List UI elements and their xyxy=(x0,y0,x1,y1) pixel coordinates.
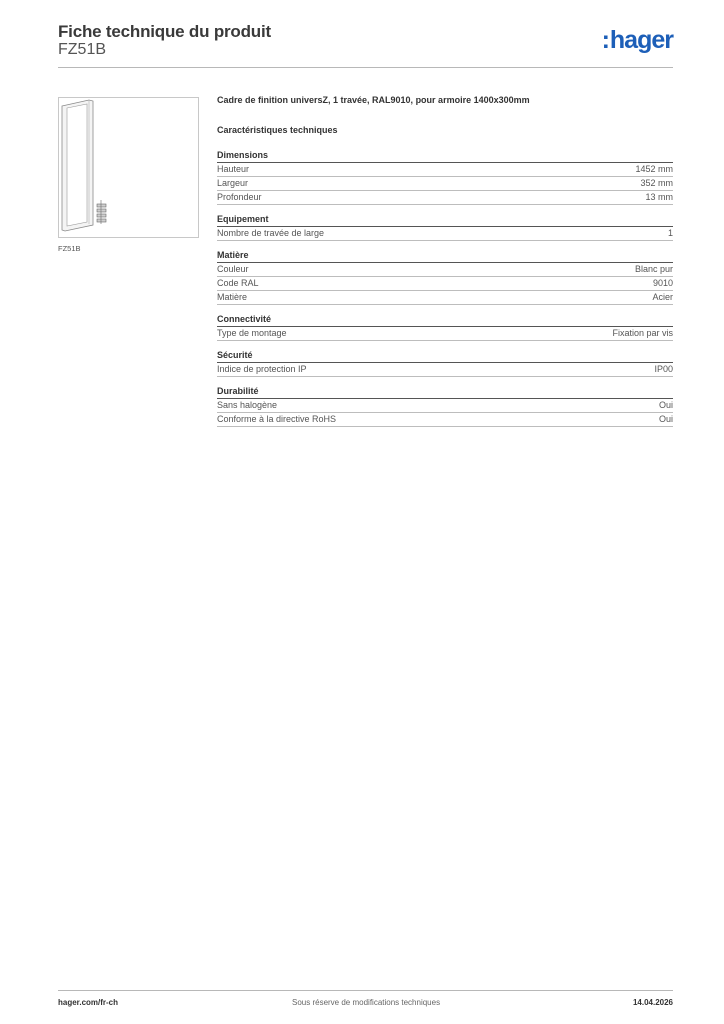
spec-row xyxy=(217,363,673,377)
spec-value: Oui xyxy=(658,414,673,424)
spec-label: Indice de protection IP xyxy=(217,364,307,374)
spec-label: Code RAL xyxy=(217,278,259,288)
group-durabilite xyxy=(217,385,673,427)
spec-value: 9010 xyxy=(652,278,673,288)
spec-row xyxy=(217,291,673,305)
group-dimensions xyxy=(217,149,673,205)
spec-value: 1 xyxy=(667,228,673,238)
group-title: Dimensions xyxy=(217,149,673,163)
group-title: Matière xyxy=(217,249,673,263)
footer-disclaimer: Sous réserve de modifications techniques xyxy=(292,998,441,1007)
spec-label: Matière xyxy=(217,292,248,302)
page-header xyxy=(58,20,673,68)
spec-row xyxy=(217,413,673,427)
spec-label: Largeur xyxy=(217,178,249,188)
spec-row xyxy=(217,163,673,177)
spec-row xyxy=(217,263,673,277)
spec-label: Couleur xyxy=(217,264,249,274)
spec-label: Profondeur xyxy=(217,192,262,202)
footer-website-link[interactable]: hager.com/fr-ch xyxy=(58,998,119,1007)
spec-label: Sans halogène xyxy=(217,400,278,410)
spec-label: Hauteur xyxy=(217,164,250,174)
finishing-frame-illustration xyxy=(59,98,198,237)
spec-value: 352 mm xyxy=(640,178,673,188)
header-divider xyxy=(58,67,673,68)
footer-date: 14.04.2026 xyxy=(632,998,673,1007)
spec-label: Conforme à la directive RoHS xyxy=(217,414,337,424)
spec-label: Nombre de travée de large xyxy=(217,228,325,238)
spec-value: Blanc pur xyxy=(634,264,673,274)
spec-row xyxy=(217,277,673,291)
group-securite xyxy=(217,349,673,377)
datasheet-content xyxy=(217,94,673,435)
document-title: Fiche technique du produit xyxy=(58,22,271,41)
product-image xyxy=(58,97,199,238)
spec-value: IP00 xyxy=(654,364,673,374)
footer-divider xyxy=(58,990,673,991)
characteristics-heading: Caractéristiques techniques xyxy=(217,125,338,135)
product-description: Cadre de finition universZ, 1 travée, RAL9010, pour armoire 1400x300mm xyxy=(217,95,530,105)
spec-row xyxy=(217,177,673,191)
spec-value: Fixation par vis xyxy=(612,328,673,338)
spec-row xyxy=(217,227,673,241)
spec-value: 1452 mm xyxy=(635,164,673,174)
group-equipement xyxy=(217,213,673,241)
spec-value: Acier xyxy=(652,292,673,302)
logo-text: hager xyxy=(609,26,673,54)
spec-value: Oui xyxy=(658,400,673,410)
group-title: Durabilité xyxy=(217,385,673,399)
spec-label: Type de montage xyxy=(217,328,287,338)
hager-logo: :hager xyxy=(601,26,673,54)
spec-row xyxy=(217,327,673,341)
spec-row xyxy=(217,399,673,413)
group-title: Connectivité xyxy=(217,313,673,327)
spec-row xyxy=(217,191,673,205)
group-matiere xyxy=(217,249,673,305)
spec-value: 13 mm xyxy=(645,192,673,202)
group-title: Sécurité xyxy=(217,349,673,363)
product-reference: FZ51B xyxy=(58,41,107,58)
group-connectivite xyxy=(217,313,673,341)
group-title: Equipement xyxy=(217,213,673,227)
product-image-caption: FZ51B xyxy=(58,244,81,253)
